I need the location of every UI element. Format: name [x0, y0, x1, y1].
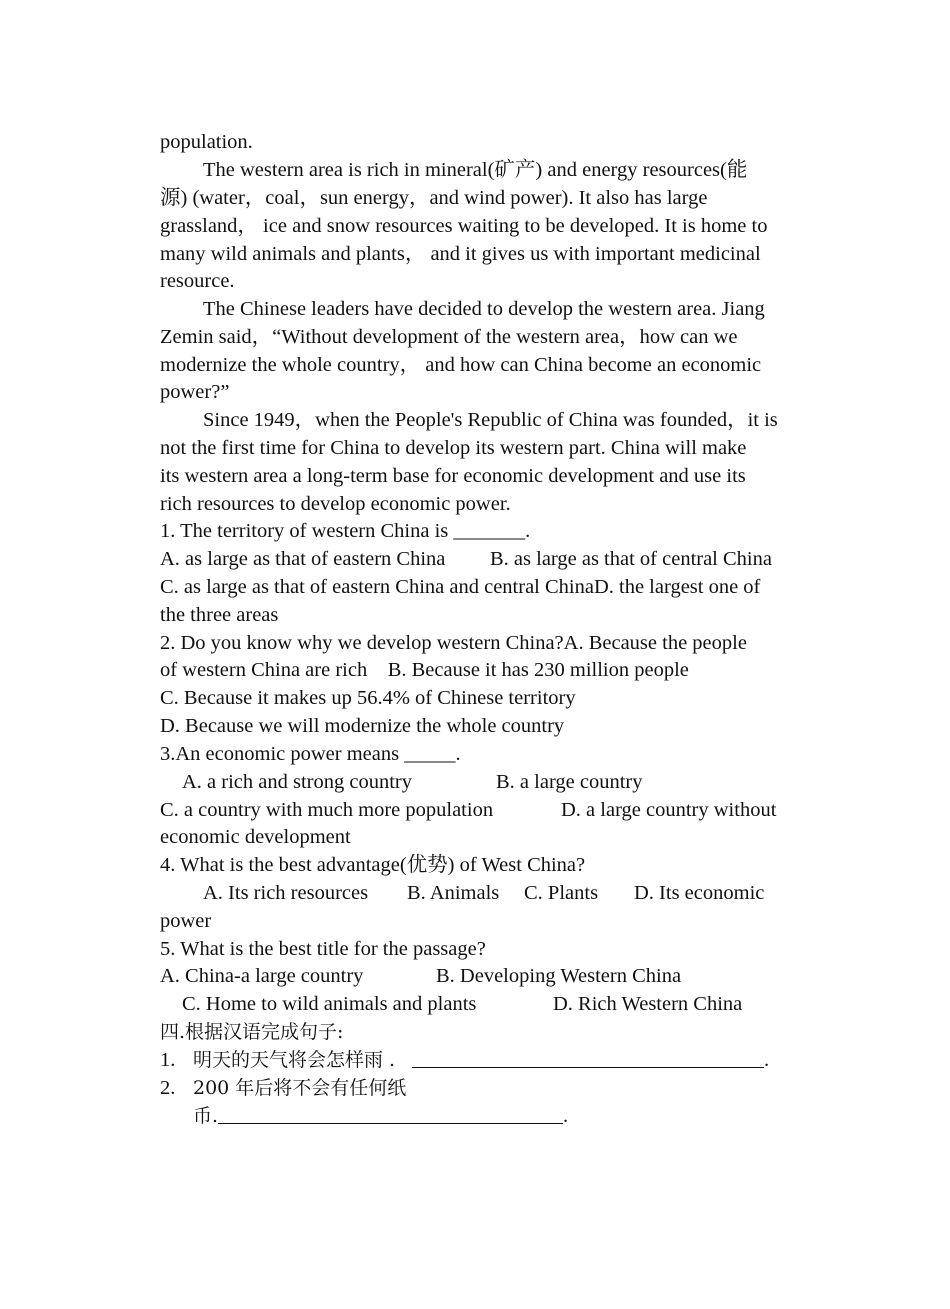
question-1-option-c-d: C. as large as that of eastern China and central ChinaD. the largest one of [160, 576, 761, 598]
question-4-option-a: A. Its rich resources [203, 882, 369, 904]
question-4-stem: 4. What is the best advantage(优势) of West China? [160, 854, 586, 876]
question-1-option-b: B. as large as that of central China [490, 548, 772, 570]
passage-line: its western area a long-term base for economic development and use its [160, 465, 746, 487]
question-2-option-d: D. Because we will modernize the whole country [160, 715, 565, 737]
question-4-option-b: B. Animals [407, 882, 500, 904]
question-1-option-a: A. as large as that of eastern China [160, 548, 446, 570]
question-3-option-d: D. a large country without [561, 799, 777, 821]
question-3-option-d-cont: economic development [160, 826, 351, 848]
passage-line: population. [160, 131, 253, 153]
question-5-option-c: C. Home to wild animals and plants [182, 993, 477, 1015]
question-3-option-a: A. a rich and strong country [182, 771, 412, 793]
question-2-option-a-b: of western China are rich B. Because it has 230 million people [160, 659, 689, 681]
question-5-option-b: B. Developing Western China [436, 965, 682, 987]
passage-line: modernize the whole country， and how can China become an economic [160, 354, 762, 376]
sentence-2-prompt: 200 年后将不会有任何纸 [193, 1077, 407, 1099]
passage-line: grassland， ice and snow resources waiting to be developed. It is home to [160, 215, 768, 237]
question-4-option-d: D. Its economic [634, 882, 765, 904]
question-5-stem: 5. What is the best title for the passage? [160, 938, 486, 960]
question-5-option-d: D. Rich Western China [553, 993, 743, 1015]
sentence-1-number: 1. [160, 1049, 176, 1071]
passage-line: not the first time for China to develop its western part. China will make [160, 437, 747, 459]
question-1-stem: 1. The territory of western China is _______. [160, 520, 531, 542]
sentence-1-end: . [764, 1049, 770, 1071]
sentence-1-answer-blank[interactable] [412, 1067, 764, 1068]
question-2-stem: 2. Do you know why we develop western China?A. Because the people [160, 632, 747, 654]
section-4-heading: 四.根据汉语完成句子: [160, 1021, 344, 1043]
question-3-option-c: C. a country with much more population [160, 799, 494, 821]
passage-line: The Chinese leaders have decided to develop the western area. Jiang [203, 298, 765, 320]
passage-line: power?” [160, 381, 230, 403]
question-1-option-d-cont: the three areas [160, 604, 279, 626]
question-5-option-a: A. China-a large country [160, 965, 364, 987]
sentence-2-end: . [563, 1105, 569, 1127]
question-4-option-c: C. Plants [524, 882, 599, 904]
question-3-option-b: B. a large country [496, 771, 643, 793]
question-4-option-d-cont: power [160, 910, 212, 932]
passage-line: resource. [160, 270, 235, 292]
sentence-2-prompt-cont: 币. [193, 1105, 219, 1127]
passage-line: 源) (water，coal，sun energy，and wind power). It also has large [160, 187, 708, 209]
passage-line: The western area is rich in mineral(矿产) and energy resources(能 [203, 159, 748, 181]
passage-line: rich resources to develop economic power. [160, 493, 511, 515]
question-3-stem: 3.An economic power means _____. [160, 743, 461, 765]
passage-line: Zemin said，“Without development of the western area，how can we [160, 326, 738, 348]
question-2-option-c: C. Because it makes up 56.4% of Chinese territory [160, 687, 576, 709]
passage-line: many wild animals and plants， and it gives us with important medicinal [160, 243, 761, 265]
passage-line: Since 1949，when the People's Republic of China was founded，it is [203, 409, 778, 431]
sentence-2-number: 2. [160, 1077, 176, 1099]
sentence-2-answer-blank[interactable] [218, 1123, 563, 1124]
sentence-1-prompt: 明天的天气将会怎样雨 . [193, 1049, 396, 1071]
